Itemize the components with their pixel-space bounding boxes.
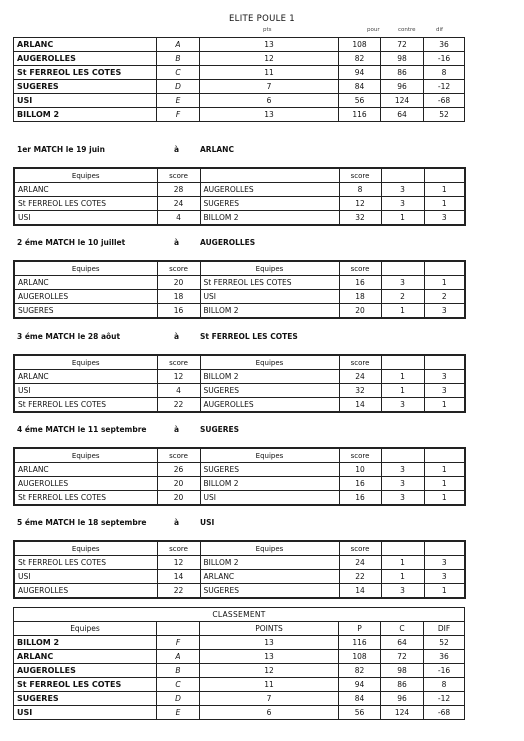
team-pour: 108 (339, 650, 381, 664)
team-contre: 124 (381, 706, 424, 720)
away-points: 2 (424, 290, 465, 304)
team-letter: E (157, 706, 200, 720)
home-team: St FERREOL LES COTES (14, 556, 157, 570)
header-blank (424, 355, 465, 370)
header-equipes: Equipes (14, 541, 157, 556)
team-name: BILLOM 2 (14, 108, 157, 122)
classement-header-equipes: Equipes (14, 622, 157, 636)
team-pour: 84 (339, 80, 381, 94)
header-blank (381, 168, 424, 183)
home-team: ARLANC (14, 463, 157, 477)
team-dif: -16 (424, 664, 465, 678)
match-heading (17, 425, 240, 434)
away-score: 32 (339, 211, 381, 226)
header-blank (381, 541, 424, 556)
classement-row (14, 706, 465, 720)
away-score: 24 (339, 370, 381, 384)
header-equipes: Equipes (14, 168, 157, 183)
away-team: AUGEROLLES (200, 183, 339, 197)
home-team: AUGEROLLES (14, 290, 157, 304)
match-row (14, 211, 465, 226)
classement-row (14, 664, 465, 678)
away-team: SUGERES (200, 584, 339, 599)
home-points: 3 (381, 463, 424, 477)
team-points: 13 (200, 650, 339, 664)
home-score: 26 (157, 463, 200, 477)
home-team: ARLANC (14, 370, 157, 384)
home-score: 14 (157, 570, 200, 584)
away-points: 1 (424, 491, 465, 506)
header-contre: contre (398, 27, 416, 33)
match-table (13, 540, 466, 599)
header-score-away: score (339, 541, 381, 556)
classement-row (14, 650, 465, 664)
match-row (14, 584, 465, 599)
team-contre: 96 (381, 692, 424, 706)
team-points: 7 (200, 692, 339, 706)
header-score: score (157, 168, 200, 183)
match-header-row (14, 168, 465, 183)
home-team: USI (14, 570, 157, 584)
match-label: 5 éme MATCH le 18 septembre (17, 518, 147, 527)
team-letter: B (157, 52, 200, 66)
away-team: SUGERES (200, 384, 339, 398)
away-score: 16 (339, 477, 381, 491)
home-points: 3 (381, 584, 424, 599)
header-score: score (157, 448, 200, 463)
team-dif: -16 (424, 52, 465, 66)
away-team: BILLOM 2 (200, 370, 339, 384)
home-points: 3 (381, 398, 424, 413)
header-score: score (157, 541, 200, 556)
match-venue: ARLANC (200, 145, 234, 154)
header-score-away: score (339, 448, 381, 463)
header-equipes: Equipes (14, 261, 157, 276)
match-venue: AUGEROLLES (200, 238, 256, 247)
away-team: AUGEROLLES (200, 398, 339, 413)
classement-header-points: POINTS (200, 622, 339, 636)
team-pour: 116 (339, 108, 381, 122)
match-table (13, 354, 466, 413)
away-points: 1 (424, 584, 465, 599)
home-score: 4 (157, 211, 200, 226)
team-dif: -12 (424, 80, 465, 94)
home-score: 16 (157, 304, 200, 319)
team-points: 6 (200, 94, 339, 108)
team-contre: 72 (381, 650, 424, 664)
team-points: 6 (200, 706, 339, 720)
away-team: BILLOM 2 (200, 556, 339, 570)
standings-row (14, 38, 465, 52)
team-name: SUGERES (14, 80, 157, 94)
home-score: 22 (157, 398, 200, 413)
header-equipes: Equipes (14, 448, 157, 463)
classement-row (14, 692, 465, 706)
match-header-row (14, 261, 465, 276)
away-points: 3 (424, 211, 465, 226)
standings-row (14, 80, 465, 94)
match-venue: St FERREOL LES COTES (200, 332, 298, 341)
away-team: SUGERES (200, 463, 339, 477)
team-name: St FERREOL LES COTES (14, 66, 157, 80)
home-team: St FERREOL LES COTES (14, 491, 157, 506)
team-dif: 36 (424, 38, 465, 52)
team-pour: 84 (339, 692, 381, 706)
team-points: 7 (200, 80, 339, 94)
match-row (14, 370, 465, 384)
standings-row (14, 94, 465, 108)
home-score: 12 (157, 370, 200, 384)
classement-header-p: P (339, 622, 381, 636)
away-score: 10 (339, 463, 381, 477)
home-points: 1 (381, 211, 424, 226)
away-team: USI (200, 290, 339, 304)
header-equipes-away (200, 168, 339, 183)
home-team: AUGEROLLES (14, 477, 157, 491)
header-pts: pts (263, 27, 272, 33)
standings-table (13, 37, 465, 122)
header-dif: dif (436, 27, 443, 33)
away-score: 8 (339, 183, 381, 197)
home-points: 2 (381, 290, 424, 304)
home-points: 3 (381, 491, 424, 506)
match-label: 2 éme MATCH le 10 juillet (17, 238, 126, 247)
home-team: St FERREOL LES COTES (14, 398, 157, 413)
team-name: BILLOM 2 (14, 636, 157, 650)
team-dif: -68 (424, 94, 465, 108)
home-score: 20 (157, 276, 200, 290)
team-name: ARLANC (14, 38, 157, 52)
team-name: ARLANC (14, 650, 157, 664)
match-at: à (174, 425, 180, 434)
away-score: 16 (339, 491, 381, 506)
team-dif: 52 (424, 108, 465, 122)
team-letter: A (157, 38, 200, 52)
header-blank (381, 261, 424, 276)
home-team: ARLANC (14, 276, 157, 290)
away-points: 1 (424, 398, 465, 413)
header-pour: pour (367, 27, 380, 33)
match-row (14, 477, 465, 491)
team-dif: 36 (424, 650, 465, 664)
away-team: St FERREOL LES COTES (200, 276, 339, 290)
team-points: 11 (200, 66, 339, 80)
match-row (14, 463, 465, 477)
home-team: SUGERES (14, 304, 157, 319)
home-points: 1 (381, 304, 424, 319)
header-score: score (157, 261, 200, 276)
away-team: BILLOM 2 (200, 477, 339, 491)
home-team: USI (14, 211, 157, 226)
team-contre: 98 (381, 664, 424, 678)
team-contre: 98 (381, 52, 424, 66)
team-contre: 64 (381, 108, 424, 122)
away-points: 3 (424, 304, 465, 319)
team-pour: 82 (339, 664, 381, 678)
away-team: USI (200, 491, 339, 506)
home-points: 3 (381, 276, 424, 290)
match-table (13, 260, 466, 319)
match-row (14, 491, 465, 506)
away-score: 32 (339, 384, 381, 398)
team-dif: 8 (424, 66, 465, 80)
away-points: 1 (424, 276, 465, 290)
team-contre: 86 (381, 66, 424, 80)
header-equipes-away: Equipes (200, 355, 339, 370)
team-pour: 94 (339, 66, 381, 80)
team-points: 13 (200, 38, 339, 52)
team-pour: 108 (339, 38, 381, 52)
away-score: 16 (339, 276, 381, 290)
away-team: BILLOM 2 (200, 304, 339, 319)
team-name: St FERREOL LES COTES (14, 678, 157, 692)
header-score-away: score (339, 168, 381, 183)
match-heading (17, 145, 234, 154)
classement-row (14, 678, 465, 692)
home-team: AUGEROLLES (14, 584, 157, 599)
away-team: ARLANC (200, 570, 339, 584)
match-header-row (14, 541, 465, 556)
match-heading (17, 332, 298, 341)
team-name: AUGEROLLES (14, 664, 157, 678)
away-points: 3 (424, 384, 465, 398)
header-blank (424, 261, 465, 276)
match-row (14, 384, 465, 398)
away-team: SUGERES (200, 197, 339, 211)
team-letter: C (157, 678, 200, 692)
match-header-row (14, 355, 465, 370)
classement-header-c: C (381, 622, 424, 636)
match-at: à (174, 332, 180, 341)
home-points: 3 (381, 183, 424, 197)
header-equipes-away: Equipes (200, 261, 339, 276)
classement-header-blank (157, 622, 200, 636)
match-label: 3 éme MATCH le 28 aôut (17, 332, 121, 341)
away-points: 1 (424, 463, 465, 477)
match-row (14, 183, 465, 197)
match-row (14, 304, 465, 319)
match-at: à (174, 145, 180, 154)
match-label: 4 éme MATCH le 11 septembre (17, 425, 147, 434)
match-row (14, 290, 465, 304)
standings-row (14, 66, 465, 80)
team-name: AUGEROLLES (14, 52, 157, 66)
away-score: 24 (339, 556, 381, 570)
team-letter: C (157, 66, 200, 80)
classement-table (13, 607, 465, 720)
match-label: 1er MATCH le 19 juin (17, 145, 105, 154)
home-team: St FERREOL LES COTES (14, 197, 157, 211)
classement-header-dif: DIF (424, 622, 465, 636)
team-letter: B (157, 664, 200, 678)
header-score: score (157, 355, 200, 370)
team-points: 13 (200, 108, 339, 122)
header-blank (424, 448, 465, 463)
team-pour: 116 (339, 636, 381, 650)
team-points: 11 (200, 678, 339, 692)
team-pour: 82 (339, 52, 381, 66)
away-points: 1 (424, 197, 465, 211)
home-team: USI (14, 384, 157, 398)
match-at: à (174, 238, 180, 247)
match-table (13, 167, 466, 226)
header-equipes-away: Equipes (200, 541, 339, 556)
header-equipes-away: Equipes (200, 448, 339, 463)
away-points: 1 (424, 183, 465, 197)
team-name: USI (14, 94, 157, 108)
page-title: ELITE POULE 1 (228, 14, 296, 24)
match-at: à (174, 518, 180, 527)
home-score: 20 (157, 477, 200, 491)
away-team: BILLOM 2 (200, 211, 339, 226)
home-score: 22 (157, 584, 200, 599)
header-blank (424, 168, 465, 183)
away-score: 20 (339, 304, 381, 319)
away-points: 3 (424, 370, 465, 384)
home-points: 1 (381, 570, 424, 584)
team-letter: F (157, 108, 200, 122)
home-points: 1 (381, 370, 424, 384)
match-heading (17, 518, 215, 527)
team-name: USI (14, 706, 157, 720)
team-contre: 124 (381, 94, 424, 108)
team-dif: -12 (424, 692, 465, 706)
team-points: 13 (200, 636, 339, 650)
home-score: 20 (157, 491, 200, 506)
team-letter: D (157, 692, 200, 706)
team-letter: E (157, 94, 200, 108)
match-heading (17, 238, 256, 247)
away-score: 14 (339, 398, 381, 413)
team-name: SUGERES (14, 692, 157, 706)
team-points: 12 (200, 664, 339, 678)
standings-row (14, 52, 465, 66)
team-contre: 64 (381, 636, 424, 650)
team-points: 12 (200, 52, 339, 66)
team-dif: 8 (424, 678, 465, 692)
standings-row (14, 108, 465, 122)
team-letter: F (157, 636, 200, 650)
away-points: 1 (424, 477, 465, 491)
classement-title: CLASSEMENT (14, 608, 465, 622)
home-score: 24 (157, 197, 200, 211)
home-score: 4 (157, 384, 200, 398)
header-score-away: score (339, 355, 381, 370)
team-pour: 56 (339, 706, 381, 720)
match-row (14, 398, 465, 413)
match-venue: SUGERES (200, 425, 240, 434)
match-row (14, 556, 465, 570)
header-blank (381, 355, 424, 370)
header-blank (424, 541, 465, 556)
home-points: 1 (381, 556, 424, 570)
team-contre: 86 (381, 678, 424, 692)
away-points: 3 (424, 556, 465, 570)
team-contre: 96 (381, 80, 424, 94)
home-points: 3 (381, 197, 424, 211)
match-row (14, 570, 465, 584)
match-venue: USI (200, 518, 215, 527)
team-pour: 94 (339, 678, 381, 692)
home-points: 1 (381, 384, 424, 398)
team-dif: 52 (424, 636, 465, 650)
team-pour: 56 (339, 94, 381, 108)
match-row (14, 197, 465, 211)
header-score-away: score (339, 261, 381, 276)
away-score: 22 (339, 570, 381, 584)
away-score: 12 (339, 197, 381, 211)
team-letter: A (157, 650, 200, 664)
header-equipes: Equipes (14, 355, 157, 370)
classement-row (14, 636, 465, 650)
team-contre: 72 (381, 38, 424, 52)
home-score: 12 (157, 556, 200, 570)
team-letter: D (157, 80, 200, 94)
match-table (13, 447, 466, 506)
home-score: 18 (157, 290, 200, 304)
match-header-row (14, 448, 465, 463)
header-blank (381, 448, 424, 463)
match-row (14, 276, 465, 290)
away-score: 18 (339, 290, 381, 304)
away-points: 3 (424, 570, 465, 584)
team-dif: -68 (424, 706, 465, 720)
home-points: 3 (381, 477, 424, 491)
away-score: 14 (339, 584, 381, 599)
home-score: 28 (157, 183, 200, 197)
home-team: ARLANC (14, 183, 157, 197)
